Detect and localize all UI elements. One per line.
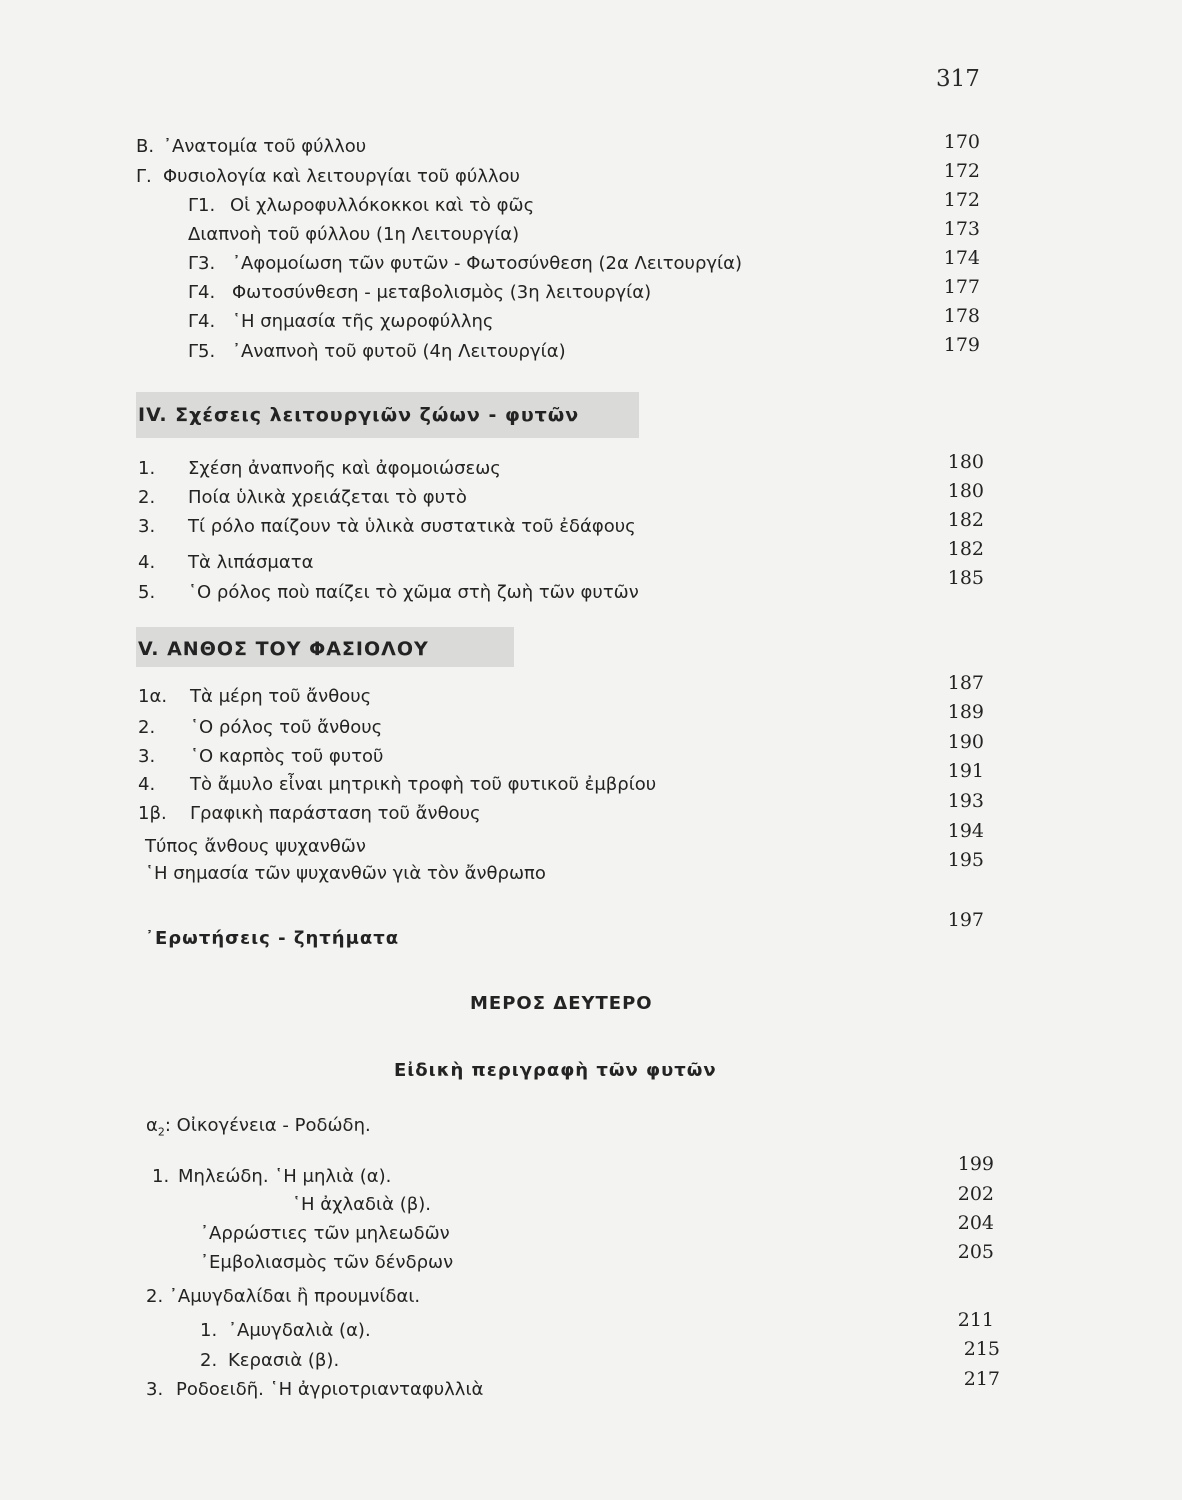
toc-entry (138, 797, 894, 825)
toc-entry-number: 5. (138, 582, 156, 603)
toc-entry (138, 711, 894, 739)
toc-page-number: 197 (947, 909, 984, 931)
section-heading-iv: IV. Σχέσεις λειτουργιῶν ζώων - φυτῶν (138, 404, 580, 426)
toc-entry-number: 1α. (138, 686, 168, 707)
toc-entry-number: Γ4. (188, 282, 216, 303)
toc-entry-number: 3. (138, 516, 156, 537)
toc-entry-title: Διαπνοὴ τοῦ φύλλου (1η Λειτουργία) (188, 224, 520, 245)
toc-page-number: 173 (943, 218, 980, 240)
toc-page-number: 211 (957, 1309, 994, 1331)
toc-entry-number: 1β. (138, 803, 167, 824)
leader-dots (477, 481, 890, 503)
toc-entry-number: 2. (200, 1350, 218, 1371)
toc-page-number: 180 (947, 451, 984, 473)
toc-page-number: 177 (943, 276, 980, 298)
toc-entry (188, 305, 894, 333)
toc-entry-title: ᾽Αμυγδαλιὰ (α). (228, 1320, 371, 1341)
toc-entry-number: 2. (138, 487, 156, 508)
toc-page-number: 202 (957, 1183, 994, 1205)
toc-entry (138, 546, 894, 574)
toc-entry-title: ᾽Αναπνοὴ τοῦ φυτοῦ (4η Λειτουργία) (232, 341, 566, 362)
toc-page-number: 185 (947, 567, 984, 589)
toc-entry-title: ῾Η σημασία τῆς χωροφύλλης (232, 311, 494, 332)
toc-page-number: 172 (943, 160, 980, 182)
toc-page-number: 178 (943, 305, 980, 327)
toc-page-number: 172 (943, 189, 980, 211)
toc-page-number: 204 (957, 1212, 994, 1234)
toc-entry-number: Β. (136, 136, 155, 157)
toc-entry (200, 1314, 894, 1342)
leader-dots (460, 1217, 890, 1239)
leader-dots (409, 922, 890, 944)
toc-entry (138, 481, 894, 509)
toc-entry-number: Γ1. (188, 195, 216, 216)
part-two-heading: ΜΕΡΟΣ ΔΕΥΤΕΡΟ (470, 993, 653, 1014)
toc-entry-title: Μηλεώδη. ῾Η μηλιὰ (α). (178, 1166, 392, 1187)
toc-entry-title: Τὰ λιπάσματα (188, 552, 314, 573)
leader-dots (349, 1344, 890, 1366)
family-prefix: α (146, 1115, 158, 1136)
toc-page-number: 193 (947, 790, 984, 812)
toc-entry (138, 510, 894, 538)
toc-entry-title: Τὰ μέρη τοῦ ἄνθους (190, 686, 372, 707)
toc-page-number: 195 (947, 849, 984, 871)
toc-page-number: 191 (947, 760, 984, 782)
leader-dots (544, 189, 890, 211)
toc-entry (200, 1344, 894, 1372)
toc-entry-title: ῾Η σημασία τῶν ψυχανθῶν γιὰ τὸν ἄνθρωπο (145, 863, 546, 884)
leader-dots (393, 740, 890, 762)
toc-entry-number: Γ. (136, 166, 152, 187)
toc-entry-number: 1. (200, 1320, 218, 1341)
toc-entry (188, 335, 894, 363)
leader-dots (323, 546, 890, 568)
toc-entry (292, 1188, 894, 1216)
toc-page-number: 182 (947, 538, 984, 560)
toc-entry (136, 130, 894, 158)
toc-entry-title: Φωτοσύνθεση - μεταβολισμὸς (3η λειτουργία) (232, 282, 652, 303)
leader-dots (491, 797, 890, 819)
toc-entry (152, 1160, 894, 1188)
toc-entry (188, 276, 894, 304)
toc-entry-number: 4. (138, 552, 156, 573)
toc-page-number: 190 (947, 731, 984, 753)
toc-entry-number: 3. (138, 746, 156, 767)
toc-page-number: 215 (963, 1338, 1000, 1360)
toc-entry (145, 830, 894, 858)
toc-entry-title: Οἱ χλωροφυλλόκοκκοι καὶ τὸ φῶς (230, 195, 535, 216)
toc-entry-title: ᾽Εμβολιασμὸς τῶν δένδρων (200, 1252, 454, 1273)
section-heading-v: V. ΑΝΘΟΣ ΤΟΥ ΦΑΣΙΟΛΟΥ (138, 638, 429, 660)
part-two-subheading: Εἰδικὴ περιγραφὴ τῶν φυτῶν (394, 1060, 717, 1081)
toc-entry-title: ῾Ο καρπὸς τοῦ φυτοῦ (190, 746, 384, 767)
toc-entry-number: 4. (138, 774, 156, 795)
toc-page-number: 199 (957, 1153, 994, 1175)
leader-dots (529, 218, 890, 240)
leader-dots (503, 305, 890, 327)
leader-dots (649, 576, 890, 598)
toc-page-number: 217 (963, 1368, 1000, 1390)
toc-entry (146, 1373, 894, 1401)
toc-entry-title: Ποία ὑλικὰ χρειάζεται τὸ φυτὸ (188, 487, 467, 508)
toc-entry-title: ῾Ο ρόλος τοῦ ἄνθους (190, 717, 383, 738)
leader-dots (511, 452, 890, 474)
toc-page-number: 189 (947, 701, 984, 723)
leader-dots (392, 711, 890, 733)
toc-entry-number: Γ5. (188, 341, 216, 362)
toc-entry (138, 576, 894, 604)
toc-entry-number: Γ3. (188, 253, 216, 274)
toc-entry-title: Τύπος ἄνθους ψυχανθῶν (145, 836, 366, 857)
leader-dots (530, 160, 890, 182)
toc-page-number: 179 (943, 334, 980, 356)
toc-entry-number: Γ4. (188, 311, 216, 332)
toc-entry-title: Ροδοειδῆ. ῾Η ἀγριοτριανταφυλλιὰ (176, 1379, 484, 1400)
family-label (146, 1115, 371, 1139)
leader-dots (441, 1188, 890, 1210)
toc-entry (188, 189, 894, 217)
toc-page-number: 180 (947, 480, 984, 502)
toc-entry-title: ᾽Αρρώστιες τῶν μηλεωδῶν (200, 1223, 450, 1244)
leader-dots (376, 830, 890, 852)
leader-dots (646, 510, 890, 532)
leader-dots (381, 1314, 890, 1336)
toc-entry-questions (145, 922, 894, 950)
toc-page-number: 187 (947, 672, 984, 694)
leader-dots (666, 768, 890, 790)
leader-dots (576, 335, 890, 357)
toc-entry (200, 1246, 894, 1274)
toc-entry-title: ῾Ο ρόλος ποὺ παίζει τὸ χῶμα στὴ ζωὴ τῶν φυτῶν (188, 582, 639, 603)
toc-entry (136, 160, 894, 188)
page-number: 317 (936, 66, 980, 92)
amygdal-heading: 2. ᾽Αμυγδαλίδαι ἢ προυμνίδαι. (146, 1286, 421, 1307)
toc-entry-number: 2. (138, 717, 156, 738)
toc-entry (138, 680, 894, 708)
family-subscript: 2 (157, 1125, 165, 1139)
questions-title: ᾽Ερωτήσεις - ζητήματα (145, 928, 400, 949)
toc-entry-title: Φυσιολογία καὶ λειτουργίαι τοῦ φύλλου (163, 166, 520, 187)
toc-entry (138, 740, 894, 768)
leader-dots (661, 276, 890, 298)
toc-entry-title: Σχέση ἀναπνοῆς καὶ ἀφομοιώσεως (188, 458, 501, 479)
toc-entry (188, 247, 894, 275)
leader-dots (556, 857, 890, 879)
toc-page-number: 170 (943, 131, 980, 153)
family-text: : Οἰκογένεια - Ροδώδη. (164, 1115, 371, 1136)
toc-entry-number: 3. (146, 1379, 164, 1400)
toc-entry-number: 1. (152, 1166, 170, 1187)
toc-entry-title: Τὸ ἄμυλο εἶναι μητρικὴ τροφὴ τοῦ φυτικοῦ ἐμβρίου (190, 774, 657, 795)
toc-page-number: 205 (957, 1241, 994, 1263)
leader-dots (493, 1373, 890, 1395)
toc-entry-title: ᾽Αφομοίωση τῶν φυτῶν - Φωτοσύνθεση (2α Λειτουργία) (232, 253, 743, 274)
leader-dots (381, 680, 890, 702)
toc-entry-title: Τί ρόλο παίζουν τὰ ὑλικὰ συστατικὰ τοῦ ἐδάφους (188, 516, 636, 537)
toc-entry (200, 1217, 894, 1245)
toc-entry (138, 452, 894, 480)
toc-entry-title: Κερασιὰ (β). (228, 1350, 340, 1371)
toc-entry-title: ᾽Ανατομία τοῦ φύλλου (163, 136, 367, 157)
toc-entry (145, 857, 894, 885)
toc-entry-title: ῾Η ἀχλαδιὰ (β). (292, 1194, 431, 1215)
toc-entry-title: Γραφικὴ παράσταση τοῦ ἄνθους (190, 803, 481, 824)
leader-dots (376, 130, 890, 152)
leader-dots (463, 1246, 890, 1268)
leader-dots (401, 1160, 890, 1182)
toc-entry-number: 1. (138, 458, 156, 479)
leader-dots (752, 247, 890, 269)
toc-page-number: 174 (943, 247, 980, 269)
toc-entry (138, 768, 894, 796)
toc-entry (188, 218, 894, 246)
toc-page-number: 194 (947, 820, 984, 842)
toc-page-number: 182 (947, 509, 984, 531)
